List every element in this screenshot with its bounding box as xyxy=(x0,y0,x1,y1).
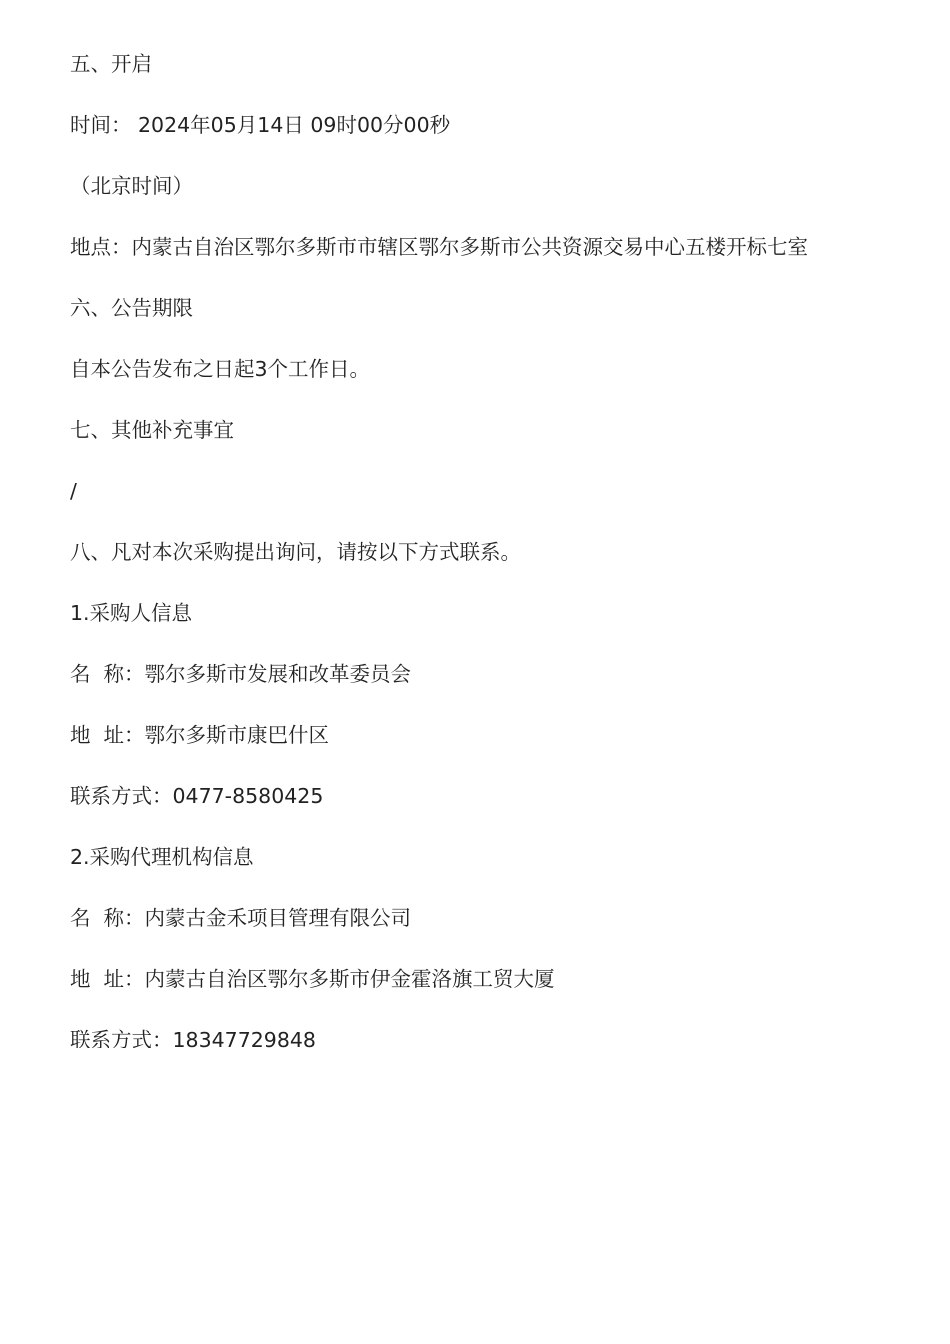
agency-address: 地 址：内蒙古自治区鄂尔多斯市伊金霍洛旗工贸大厦 xyxy=(70,967,555,991)
opening-location: 地点：内蒙古自治区鄂尔多斯市市辖区鄂尔多斯市公共资源交易中心五楼开标七室 xyxy=(70,235,808,259)
agency-contact: 联系方式：18347729848 xyxy=(70,1028,316,1048)
notice-period-text: 自本公告发布之日起3个工作日。 xyxy=(70,357,371,381)
section-heading-opening: 五、开启 xyxy=(70,52,152,76)
other-matters-text: / xyxy=(70,479,77,503)
agency-info-heading: 2.采购代理机构信息 xyxy=(70,845,254,869)
section-heading-other-matters: 七、其他补充事宜 xyxy=(70,418,234,442)
section-heading-contact: 八、凡对本次采购提出询问，请按以下方式联系。 xyxy=(70,540,521,564)
purchaser-address: 地 址：鄂尔多斯市康巴什区 xyxy=(70,723,330,747)
section-heading-notice-period: 六、公告期限 xyxy=(70,296,193,320)
timezone-note: （北京时间） xyxy=(70,174,193,198)
purchaser-contact: 联系方式：0477-8580425 xyxy=(70,784,324,808)
document-page xyxy=(70,48,930,1048)
purchaser-info-heading: 1.采购人信息 xyxy=(70,601,193,625)
purchaser-name: 名 称：鄂尔多斯市发展和改革委员会 xyxy=(70,662,412,686)
opening-time: 时间： 2024年05月14日 09时00分00秒 xyxy=(70,113,451,137)
agency-name: 名 称：内蒙古金禾项目管理有限公司 xyxy=(70,906,412,930)
